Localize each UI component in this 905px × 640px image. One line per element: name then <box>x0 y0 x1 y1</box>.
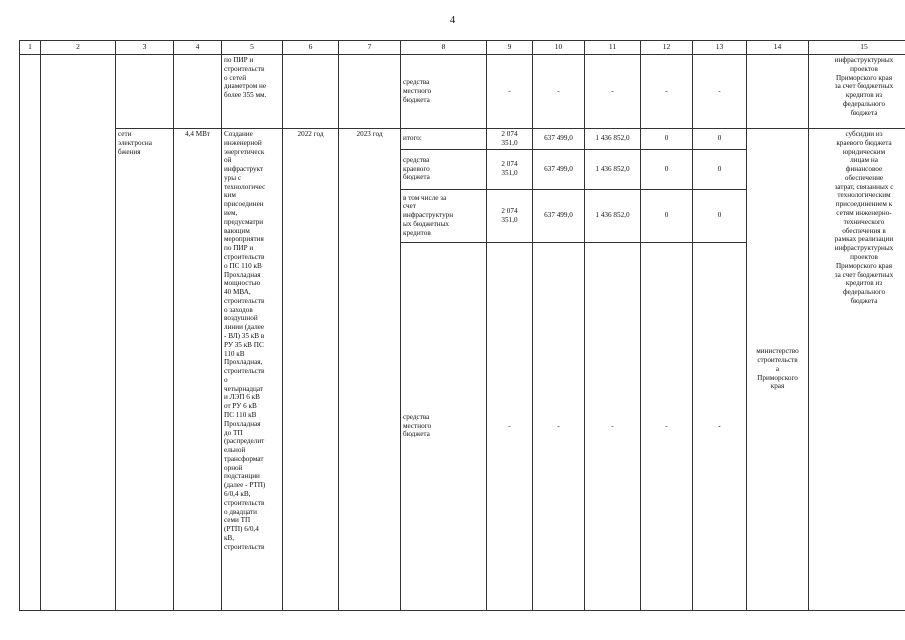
object-description: Создание инженерной энергетическ ой инфраструкт уры с технологичес ким присоединен ием, предусматри вающим мероприятия по ПИР и строительств о ПС 110 кВ Прохладная мощностью 40 МВА, строительств о заходов воздушной линии (далее - ВЛ) 35 кВ в РУ 35 кВ ПС 110 кВ Прохладная, строительств о четырнадцат и ЛЭП 6 кВ от РУ 6 кВ ПС 110 кВ Прохладная до ТП (распределит ельной трансформат орной подстанции (далее - РТП) 6/0,4 кВ, строительств о двадцати семи ТП (РТП) 6/0,4 кВ, строительств <box>222 129 283 611</box>
object-description-cont: по ПИР и строительств о сетей диаметром не более 355 мм. <box>222 55 283 129</box>
header-cell: 12 <box>641 41 693 55</box>
measure-description-cont: инфраструктурных проектов Приморского края за счет бюджетных кредитов из федерального бюджета <box>809 55 905 129</box>
budget-table <box>19 40 905 611</box>
value-cell: 637 499,0 <box>533 189 585 242</box>
value-cell: 0 <box>693 189 747 242</box>
header-cell: 7 <box>339 41 401 55</box>
start-year: 2022 год <box>283 129 339 611</box>
value-cell: 1 436 852,0 <box>585 129 641 150</box>
funding-source: итого: <box>401 129 487 150</box>
header-cell: 1 <box>20 41 41 55</box>
value-cell: 1 436 852,0 <box>585 189 641 242</box>
value-cell: 637 499,0 <box>533 149 585 189</box>
header-cell: 6 <box>283 41 339 55</box>
value-cell: - <box>693 242 747 610</box>
value-cell: - <box>585 242 641 610</box>
cell-col1 <box>20 55 41 611</box>
cell-col2 <box>41 55 116 611</box>
funding-source: средства местного бюджета <box>401 55 487 129</box>
responsible-agency: министерство строительств а Приморского края <box>747 129 809 611</box>
header-cell: 10 <box>533 41 585 55</box>
cell-col14 <box>747 55 809 129</box>
header-cell: 4 <box>174 41 222 55</box>
measure-description: субсидии из краевого бюджета юридическим лицам на финансовое обеспечение затрат, связанных с технологическим присоединением к сетям инженерно- технического обеспечения в рамках реализации инфраструктурных проектов Приморского края за счет бюджетных кредитов из федерального бюджета <box>809 129 905 611</box>
header-cell: 15 <box>809 41 905 55</box>
object-type: сети электросна бжения <box>116 129 174 611</box>
value-cell: 2 074 351,0 <box>487 149 533 189</box>
value-cell: - <box>585 55 641 129</box>
header-cell: 14 <box>747 41 809 55</box>
cell-col6 <box>283 55 339 129</box>
cell-col7 <box>339 55 401 129</box>
header-cell: 8 <box>401 41 487 55</box>
value-cell: 0 <box>641 149 693 189</box>
capacity: 4,4 МВт <box>174 129 222 611</box>
table-row <box>20 55 905 129</box>
value-cell: 637 499,0 <box>533 129 585 150</box>
header-cell: 5 <box>222 41 283 55</box>
header-cell: 11 <box>585 41 641 55</box>
page-number: 4 <box>449 14 456 26</box>
funding-source: средства краевого бюджета <box>401 149 487 189</box>
cell-col3 <box>116 55 174 129</box>
value-cell: 2 074 351,0 <box>487 189 533 242</box>
value-cell: 0 <box>693 149 747 189</box>
value-cell: 2 074 351,0 <box>487 129 533 150</box>
value-cell: 0 <box>693 129 747 150</box>
value-cell: - <box>487 242 533 610</box>
table-row <box>20 129 905 150</box>
header-cell: 13 <box>693 41 747 55</box>
header-cell: 2 <box>41 41 116 55</box>
end-year: 2023 год <box>339 129 401 611</box>
value-cell: - <box>533 55 585 129</box>
value-cell: - <box>641 55 693 129</box>
value-cell: 0 <box>641 189 693 242</box>
header-row <box>20 41 905 55</box>
funding-source: в том числе за счет инфраструктурн ых бюджетных кредитов <box>401 189 487 242</box>
value-cell: - <box>487 55 533 129</box>
cell-col4 <box>174 55 222 129</box>
value-cell: 1 436 852,0 <box>585 149 641 189</box>
value-cell: - <box>693 55 747 129</box>
value-cell: - <box>533 242 585 610</box>
value-cell: 0 <box>641 129 693 150</box>
header-cell: 9 <box>487 41 533 55</box>
header-cell: 3 <box>116 41 174 55</box>
value-cell: - <box>641 242 693 610</box>
funding-source: средства местного бюджета <box>401 242 487 610</box>
